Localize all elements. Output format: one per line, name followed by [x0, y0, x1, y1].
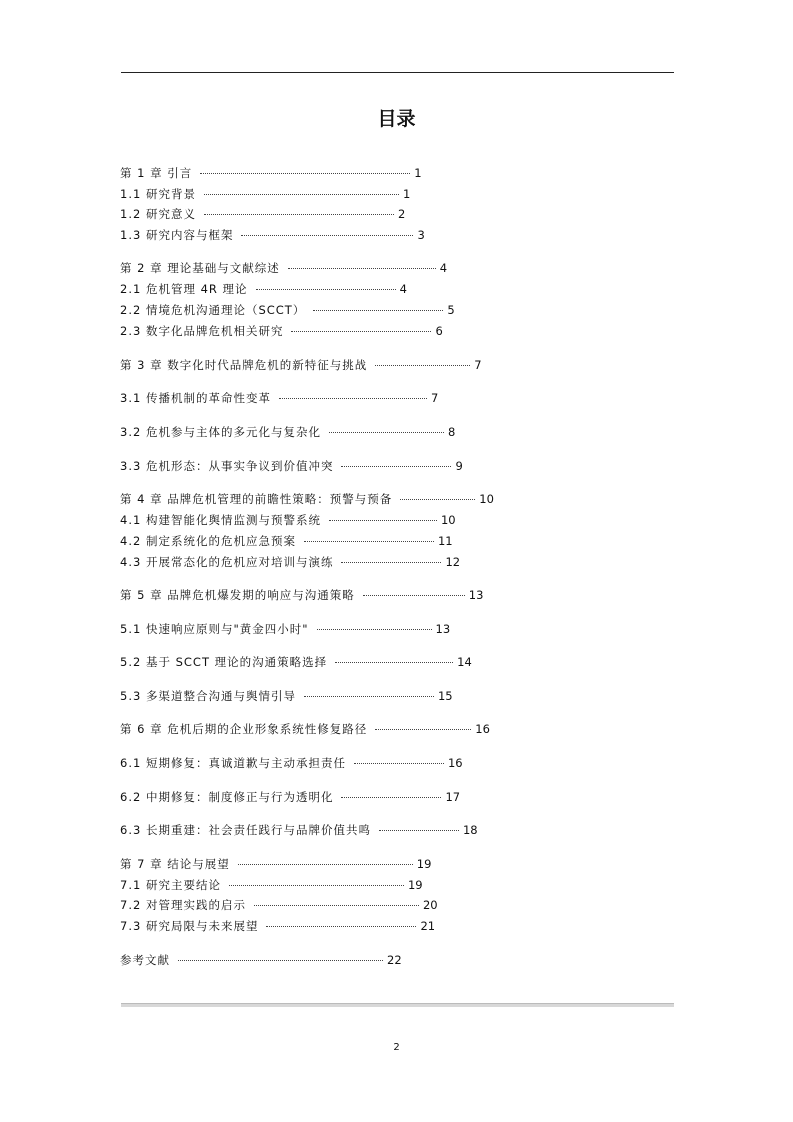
- toc-leader: [256, 289, 396, 290]
- footer-rule: [121, 1003, 674, 1007]
- page-number: 2: [393, 1042, 400, 1053]
- toc-entry-page: 15: [437, 689, 453, 703]
- toc-leader: [241, 235, 413, 236]
- toc-entry-page: 1: [402, 187, 411, 201]
- toc-entry[interactable]: [120, 324, 443, 338]
- toc-entry[interactable]: [120, 857, 431, 871]
- toc-leader: [304, 541, 434, 542]
- toc-entry-page: 19: [407, 878, 423, 892]
- toc-entry[interactable]: [120, 303, 455, 317]
- toc-entry[interactable]: [120, 756, 463, 770]
- toc-entry-page: 10: [479, 492, 494, 506]
- toc-entry-page: 8: [447, 425, 456, 439]
- toc-leader: [178, 960, 383, 961]
- toc-entry-label: 6.3 长期重建：社会责任践行与品牌价值共鸣: [120, 823, 371, 837]
- toc-entry-label: 2.1 危机管理 4R 理论: [120, 282, 248, 296]
- toc-leader: [238, 864, 413, 865]
- toc-entry-page: 11: [437, 534, 453, 548]
- toc-entry[interactable]: [120, 919, 435, 933]
- toc-entry-page: 3: [417, 228, 425, 242]
- toc-leader: [341, 797, 441, 798]
- toc-entry-label: 1.3 研究内容与框架: [120, 228, 234, 242]
- toc-entry[interactable]: [120, 358, 482, 372]
- toc-leader: [204, 194, 399, 195]
- toc-entry-label: 4.3 开展常态化的危机应对培训与演练: [120, 555, 334, 569]
- toc-entry-page: 7: [430, 391, 439, 405]
- toc-entry-page: 6: [435, 324, 443, 338]
- toc-entry-page: 2: [397, 207, 406, 221]
- toc-leader: [254, 905, 419, 906]
- toc-entry-label: 7.2 对管理实践的启示: [120, 898, 246, 912]
- toc-leader: [354, 763, 444, 764]
- toc-entry-label: 4.2 制定系统化的危机应急预案: [120, 534, 296, 548]
- toc-entry[interactable]: [120, 534, 453, 548]
- toc-entry-label: 第 5 章 品牌危机爆发期的响应与沟通策略: [120, 588, 355, 602]
- toc-entry-page: 4: [399, 282, 407, 296]
- toc-entry[interactable]: [120, 588, 483, 602]
- toc-entry[interactable]: [120, 722, 490, 736]
- toc-leader: [329, 520, 437, 521]
- toc-entry-label: 4.1 构建智能化舆情监测与预警系统: [120, 513, 321, 527]
- toc-entry-label: 6.1 短期修复：真诚道歉与主动承担责任: [120, 756, 346, 770]
- toc-entry-page: 10: [440, 513, 456, 527]
- toc-leader: [341, 562, 441, 563]
- toc-entry[interactable]: [120, 689, 453, 703]
- toc-entry-page: 4: [439, 261, 448, 275]
- toc-entry-label: 第 3 章 数字化时代品牌危机的新特征与挑战: [120, 358, 368, 372]
- toc-entry-label: 7.3 研究局限与未来展望: [120, 919, 259, 933]
- toc-leader: [288, 268, 436, 269]
- toc-entry-page: 14: [457, 655, 472, 669]
- toc-entry-label: 2.2 情境危机沟通理论（SCCT）: [120, 303, 306, 317]
- toc-entry[interactable]: [120, 622, 450, 636]
- toc-entry[interactable]: [120, 459, 463, 473]
- toc-leader: [363, 595, 465, 596]
- toc-leader: [379, 830, 459, 831]
- toc-entry[interactable]: [120, 790, 460, 804]
- toc-entry[interactable]: [120, 898, 438, 912]
- toc-entry[interactable]: [120, 228, 425, 242]
- toc-entry[interactable]: [120, 655, 472, 669]
- toc-entry-label: 3.1 传播机制的革命性变革: [120, 391, 271, 405]
- toc-entry-page: 13: [468, 588, 484, 602]
- toc-entry-label: 7.1 研究主要结论: [120, 878, 221, 892]
- toc-leader: [329, 432, 444, 433]
- toc-leader: [335, 662, 453, 663]
- toc-entry-label: 3.2 危机参与主体的多元化与复杂化: [120, 425, 321, 439]
- toc-entry[interactable]: [120, 425, 455, 439]
- toc-entry-label: 5.2 基于 SCCT 理论的沟通策略选择: [120, 655, 328, 669]
- toc-leader: [400, 499, 475, 500]
- toc-entry-page: 9: [455, 459, 463, 473]
- toc-entry-page: 13: [435, 622, 451, 636]
- toc-entry-page: 16: [475, 722, 490, 736]
- toc-entry-label: 参考文献: [120, 953, 170, 967]
- toc-title: 目录: [377, 108, 416, 130]
- toc-entry[interactable]: [120, 187, 410, 201]
- toc-entry-label: 第 7 章 结论与展望: [120, 857, 230, 871]
- toc-entry[interactable]: [120, 492, 494, 506]
- toc-entry-label: 5.3 多渠道整合沟通与舆情引导: [120, 689, 296, 703]
- toc-entry-page: 17: [445, 790, 461, 804]
- toc-leader: [200, 173, 410, 174]
- toc-entry[interactable]: [120, 261, 447, 275]
- toc-leader: [341, 466, 451, 467]
- toc-leader: [375, 365, 470, 366]
- toc-entry-page: 7: [474, 358, 482, 372]
- toc-entry-page: 19: [416, 857, 432, 871]
- toc-leader: [313, 310, 443, 311]
- toc-entry-page: 5: [447, 303, 455, 317]
- toc-entry[interactable]: [120, 555, 460, 569]
- toc-entry[interactable]: [120, 823, 478, 837]
- toc-entry-label: 第 6 章 危机后期的企业形象系统性修复路径: [120, 722, 368, 736]
- toc-entry-label: 6.2 中期修复：制度修正与行为透明化: [120, 790, 334, 804]
- toc-leader: [375, 729, 471, 730]
- toc-entry[interactable]: [120, 166, 422, 180]
- toc-leader: [266, 926, 416, 927]
- toc-leader: [317, 629, 432, 630]
- toc-entry[interactable]: [120, 953, 402, 967]
- toc-entry[interactable]: [120, 282, 407, 296]
- toc-entry-page: 1: [414, 166, 422, 180]
- toc-leader: [204, 214, 394, 215]
- toc-leader: [279, 398, 427, 399]
- toc-entry-label: 第 2 章 理论基础与文献综述: [120, 261, 280, 275]
- toc-entry-label: 第 1 章 引言: [120, 166, 193, 180]
- toc-leader: [291, 331, 431, 332]
- toc-entry-page: 16: [447, 756, 463, 770]
- toc-entry-page: 18: [462, 823, 478, 837]
- toc-entry-page: 20: [422, 898, 438, 912]
- toc-entry[interactable]: [120, 391, 438, 405]
- toc-leader: [229, 885, 404, 886]
- toc-entry-page: 22: [387, 953, 402, 967]
- toc-entry-page: 12: [445, 555, 461, 569]
- toc-entry[interactable]: [120, 878, 423, 892]
- toc-entry-label: 1.1 研究背景: [120, 187, 196, 201]
- toc-entry-label: 5.1 快速响应原则与"黄金四小时": [120, 622, 309, 636]
- toc-entry-label: 1.2 研究意义: [120, 207, 196, 221]
- toc-entry[interactable]: [120, 513, 456, 527]
- toc-entry-label: 3.3 危机形态：从事实争议到价值冲突: [120, 459, 334, 473]
- toc-entry-page: 21: [420, 919, 436, 933]
- toc-entry-label: 第 4 章 品牌危机管理的前瞻性策略：预警与预备: [120, 492, 393, 506]
- toc-entry[interactable]: [120, 207, 405, 221]
- toc-entry-label: 2.3 数字化品牌危机相关研究: [120, 324, 284, 338]
- toc-leader: [304, 696, 434, 697]
